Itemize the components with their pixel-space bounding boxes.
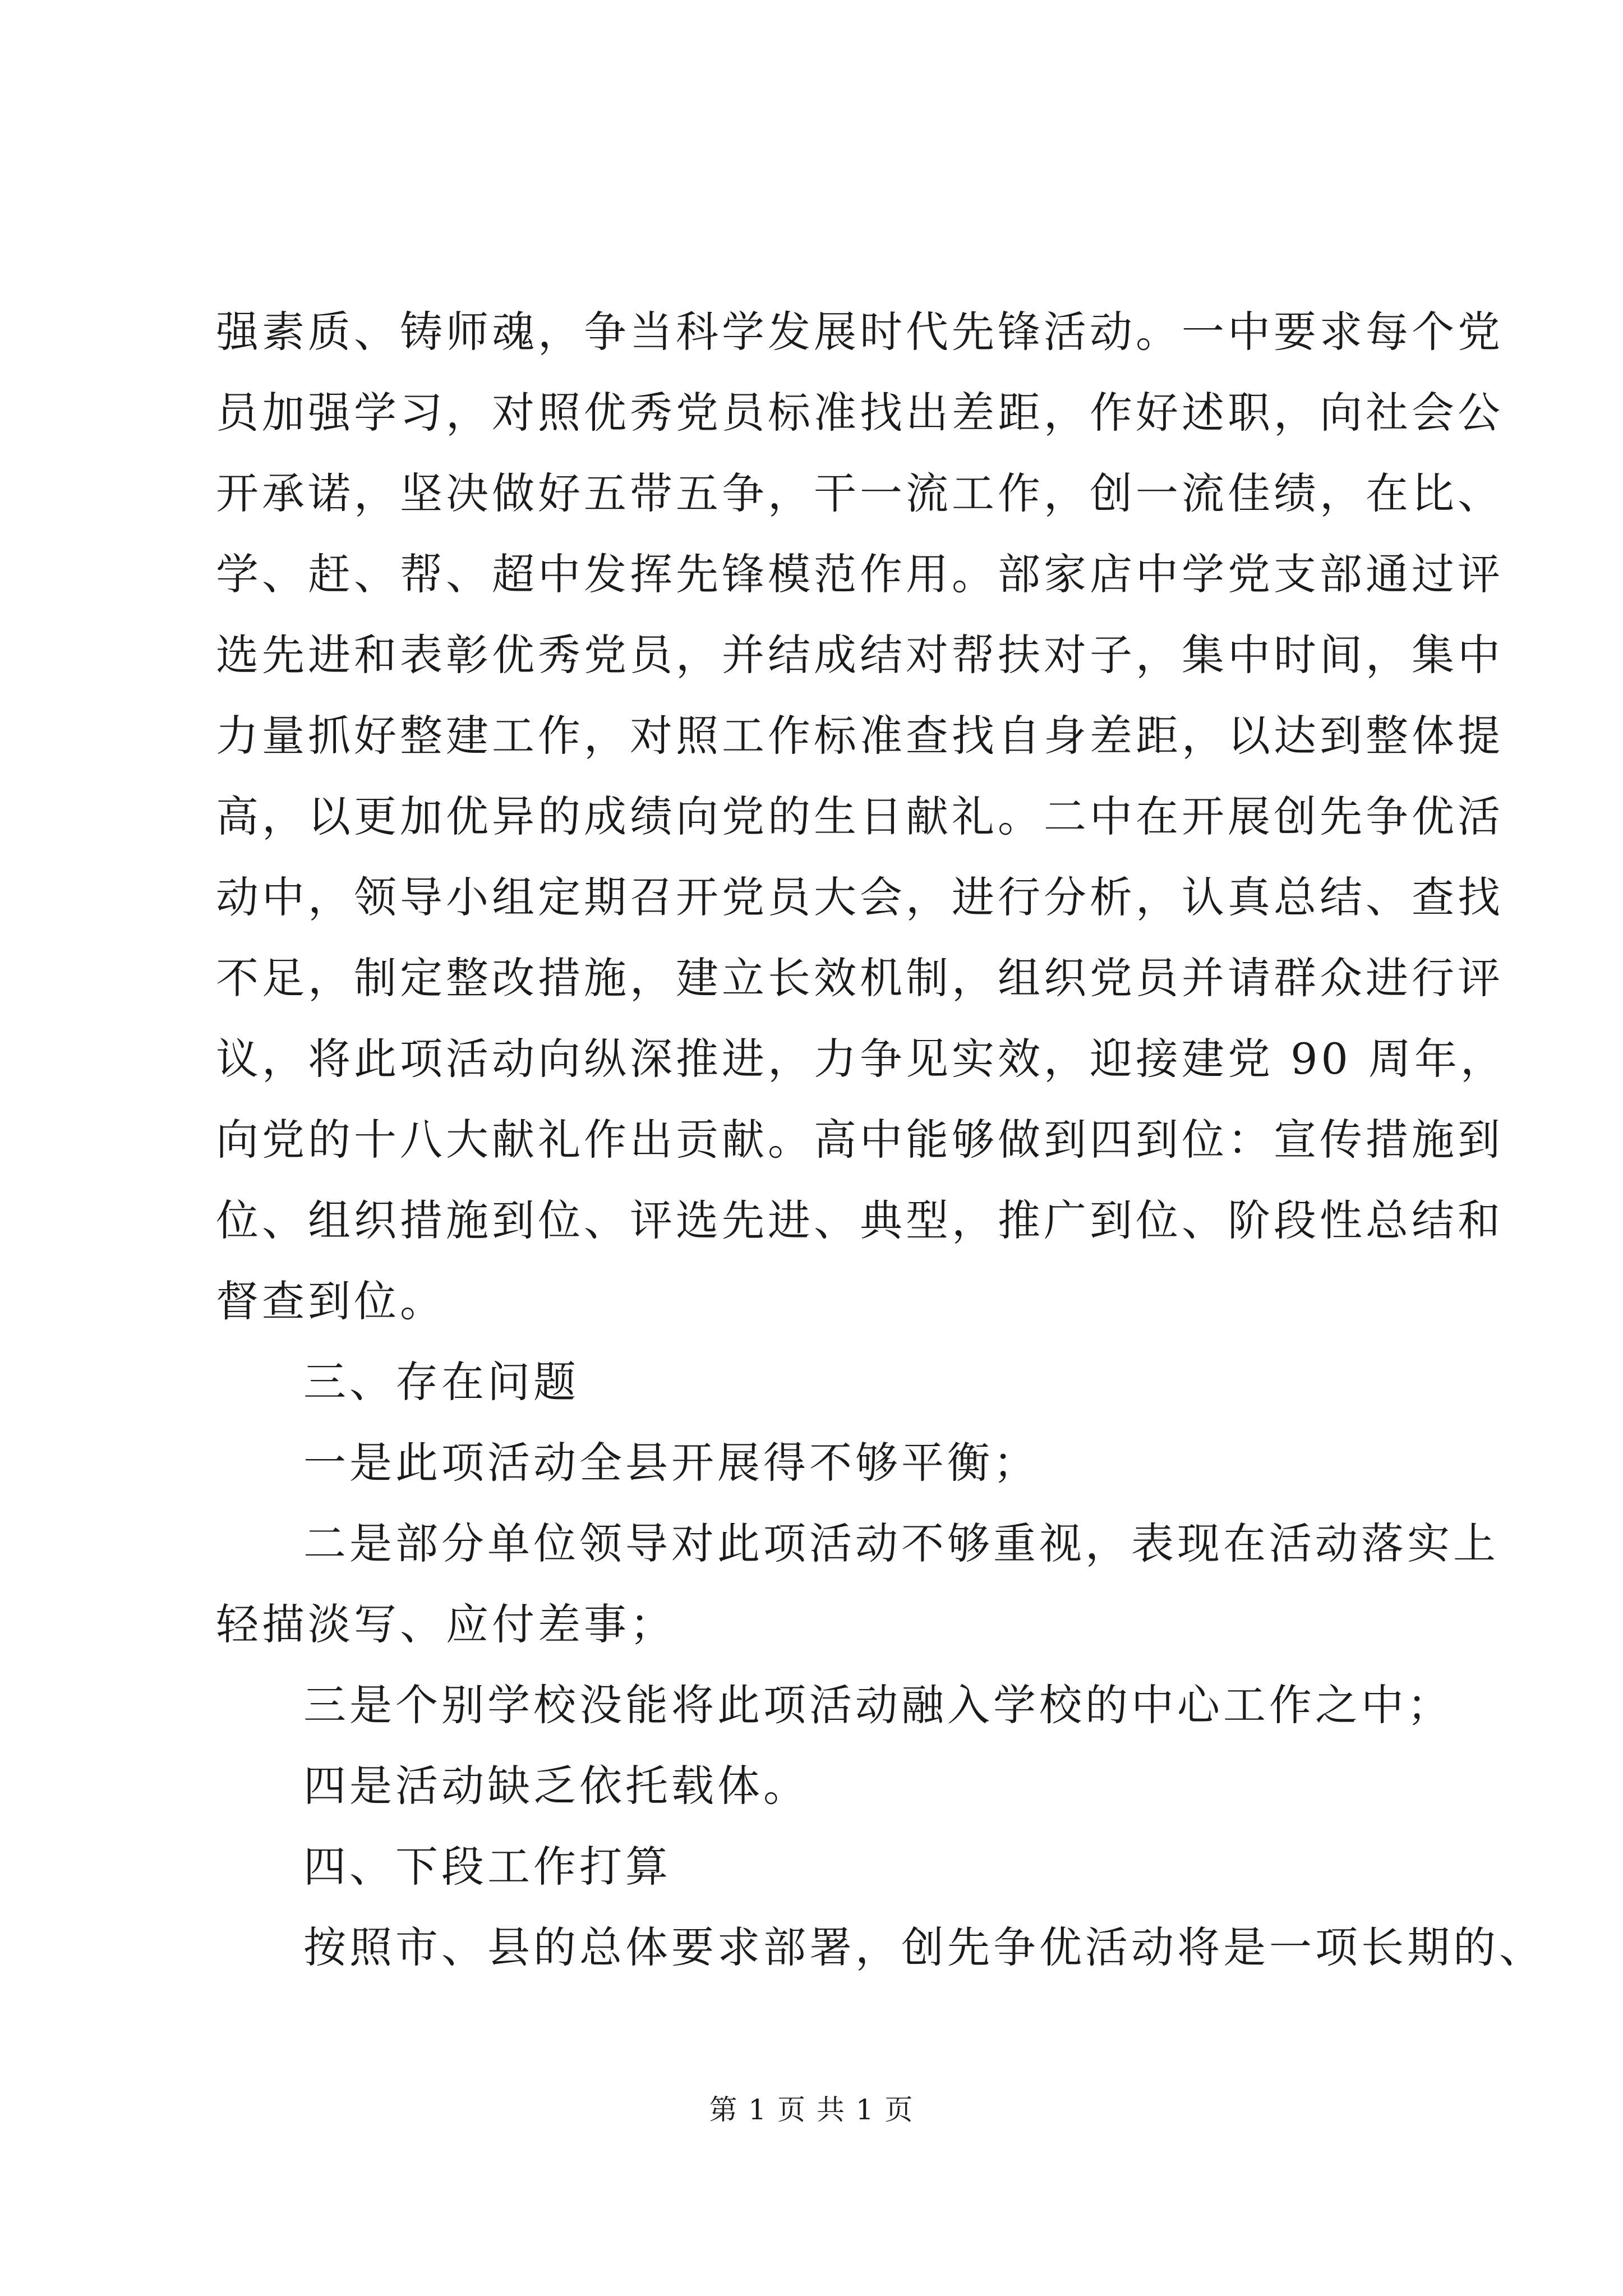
text-line: 员加强学习，对照优秀党员标准找出差距，作好述职，向社会公 xyxy=(216,388,1504,438)
text-line: 按照市、县的总体要求部署，创先争优活动将是一项长期的、 xyxy=(303,1922,1545,1972)
text-line: 一是此项活动全县开展得不够平衡； xyxy=(303,1438,1039,1488)
text-line: 动中，领导小组定期召开党员大会，进行分析，认真总结、查找 xyxy=(216,872,1504,922)
text-line: 学、赶、帮、超中发挥先锋模范作用。部家店中学党支部通过评 xyxy=(216,549,1504,599)
text-line: 三是个别学校没能将此项活动融入学校的中心工作之中； xyxy=(303,1680,1453,1730)
text-line: 力量抓好整建工作，对照工作标准查找自身差距，以达到整体提 xyxy=(216,711,1504,761)
text-line: 四是活动缺乏依托载体。 xyxy=(303,1761,809,1811)
text-line: 向党的十八大献礼作出贡献。高中能够做到四到位：宣传措施到 xyxy=(216,1115,1504,1165)
text-line: 开承诺，坚决做好五带五争，干一流工作，创一流佳绩，在比、 xyxy=(216,468,1504,518)
section-heading: 三、存在问题 xyxy=(303,1357,579,1407)
text-line: 高，以更加优异的成绩向党的生日献礼。二中在开展创先争优活 xyxy=(216,792,1504,841)
page-footer: 第 1 页 共 1 页 xyxy=(709,2093,914,2126)
text-line: 不足，制定整改措施，建立长效机制，组织党员并请群众进行评 xyxy=(216,953,1504,1003)
text-line: 二是部分单位领导对此项活动不够重视，表现在活动落实上 xyxy=(303,1519,1499,1568)
section-heading: 四、下段工作打算 xyxy=(303,1842,671,1892)
text-line: 轻描淡写、应付差事； xyxy=(216,1599,676,1649)
document-body xyxy=(216,292,1545,1988)
text-line: 议，将此项活动向纵深推进，力争见实效，迎接建党 90 周年， xyxy=(216,1034,1507,1084)
text-line: 位、组织措施到位、评选先进、典型，推广到位、阶段性总结和 xyxy=(216,1195,1504,1245)
text-line: 强素质、铸师魂，争当科学发展时代先锋活动。一中要求每个党 xyxy=(216,307,1504,357)
text-line: 督查到位。 xyxy=(216,1276,446,1326)
text-line: 选先进和表彰优秀党员，并结成结对帮扶对子，集中时间，集中 xyxy=(216,630,1504,680)
